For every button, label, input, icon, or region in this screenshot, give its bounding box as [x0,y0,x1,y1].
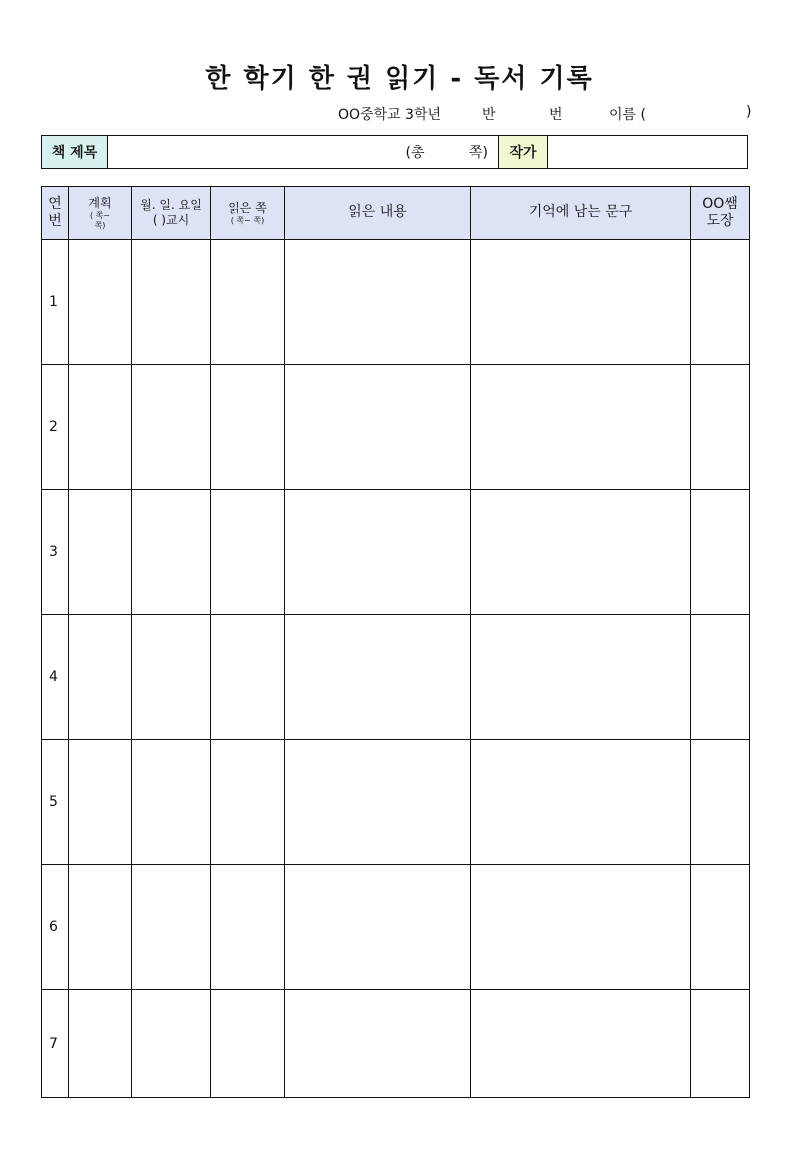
quote-cell[interactable] [471,740,691,865]
stamp-cell[interactable] [691,990,750,1098]
date-cell[interactable] [132,740,211,865]
author-label: 작가 [498,136,548,168]
pages-cell[interactable] [211,865,285,990]
row-number: 2 [42,365,69,490]
table-row [42,240,750,365]
row-number: 5 [42,740,69,865]
page-title: 한 학기 한 권 읽기 - 독서 기록 [205,64,594,94]
content-cell[interactable] [285,740,471,865]
quote-cell[interactable] [471,865,691,990]
plan-cell[interactable] [69,990,132,1098]
pages-cell[interactable] [211,740,285,865]
header-content: 읽은 내용 [285,187,471,240]
name-label: 이름 ( [609,107,646,123]
total-pages-field[interactable]: (총 쪽) [405,145,488,161]
content-cell[interactable] [285,240,471,365]
table-row [42,490,750,615]
stamp-cell[interactable] [691,365,750,490]
date-cell[interactable] [132,490,211,615]
table-row [42,865,750,990]
author-field[interactable] [548,136,748,168]
plan-cell[interactable] [69,740,132,865]
plan-cell[interactable] [69,365,132,490]
plan-cell[interactable] [69,615,132,740]
stamp-cell[interactable] [691,740,750,865]
pages-cell[interactable] [211,490,285,615]
table-row [42,740,750,865]
plan-cell[interactable] [69,240,132,365]
header-date: 월. 일. 요일 ( )교시 [132,187,211,240]
header-plan: 계획 ( 쪽~ 쪽) [69,187,132,240]
quote-cell[interactable] [471,990,691,1098]
quote-cell[interactable] [471,240,691,365]
row-number: 1 [42,240,69,365]
table-row [42,990,750,1098]
stamp-cell[interactable] [691,615,750,740]
date-cell[interactable] [132,365,211,490]
table-header-row [42,187,750,240]
date-cell[interactable] [132,990,211,1098]
date-cell[interactable] [132,240,211,365]
content-cell[interactable] [285,490,471,615]
row-number: 7 [42,990,69,1098]
content-cell[interactable] [285,615,471,740]
content-cell[interactable] [285,365,471,490]
quote-cell[interactable] [471,490,691,615]
stamp-cell[interactable] [691,490,750,615]
reading-log-table [41,186,750,1098]
row-number: 3 [42,490,69,615]
header-quote: 기억에 남는 문구 [471,187,691,240]
content-cell[interactable] [285,865,471,990]
date-cell[interactable] [132,615,211,740]
header-pages-read: 읽은 쪽 ( 쪽~ 쪽) [211,187,285,240]
quote-cell[interactable] [471,615,691,740]
class-label: 반 [482,107,496,123]
row-number: 4 [42,615,69,740]
pages-cell[interactable] [211,615,285,740]
number-label: 번 [549,107,563,123]
content-cell[interactable] [285,990,471,1098]
book-title-label: 책 제목 [42,136,108,168]
plan-cell[interactable] [69,865,132,990]
header-number: 연 번 [42,187,69,240]
stamp-cell[interactable] [691,865,750,990]
name-close-paren: ) [746,104,752,120]
table-row [42,615,750,740]
pages-cell[interactable] [211,365,285,490]
table-row [42,365,750,490]
pages-cell[interactable] [211,990,285,1098]
row-number: 6 [42,865,69,990]
book-info-row [41,135,748,169]
plan-cell[interactable] [69,490,132,615]
date-cell[interactable] [132,865,211,990]
school-grade-label: OO중학교 3학년 [338,107,442,123]
stamp-cell[interactable] [691,240,750,365]
quote-cell[interactable] [471,365,691,490]
pages-cell[interactable] [211,240,285,365]
header-stamp: OO쌤 도장 [691,187,750,240]
